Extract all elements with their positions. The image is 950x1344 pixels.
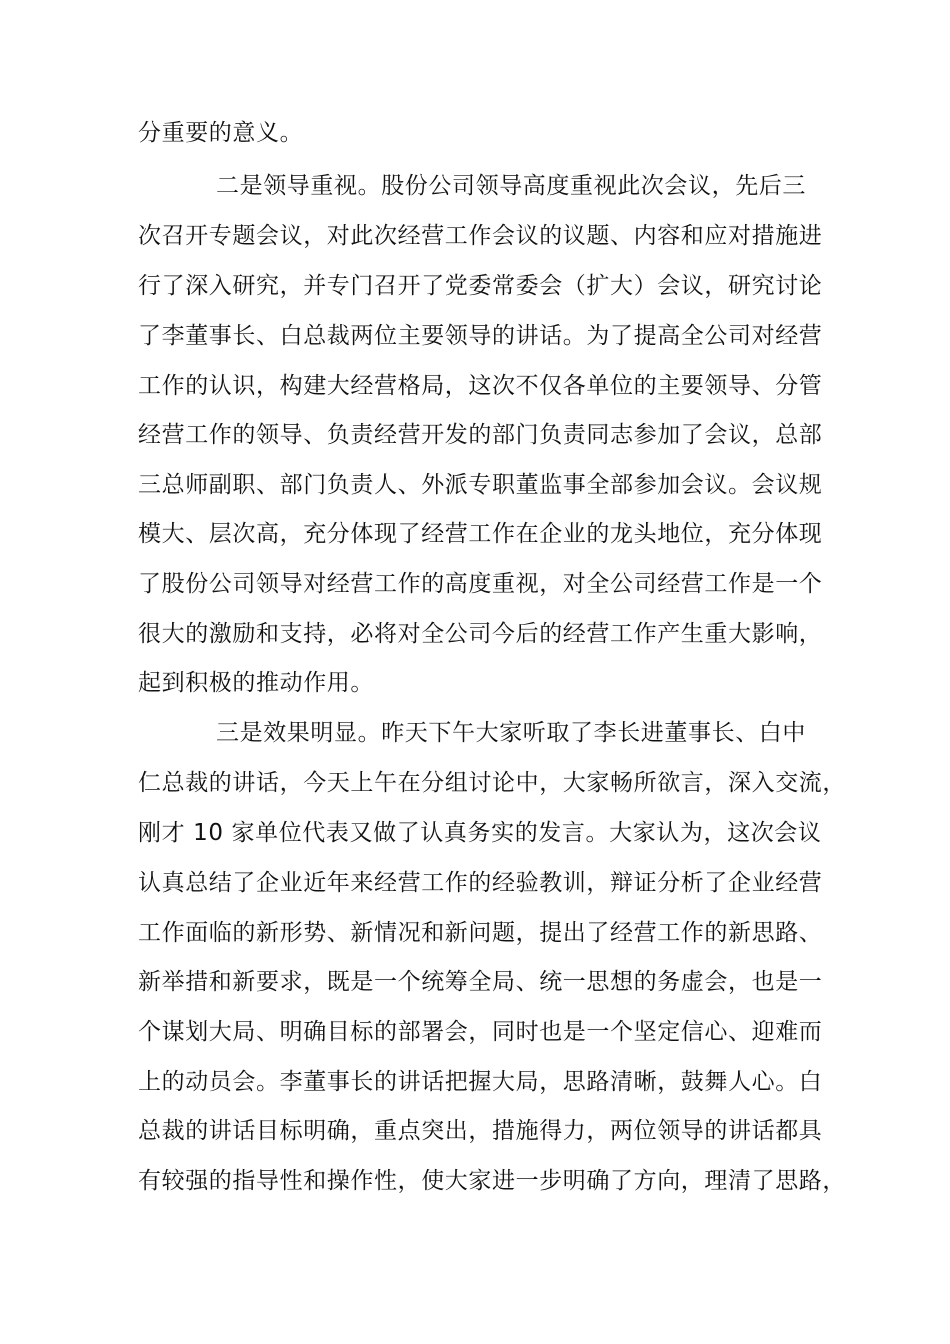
text-line: 经营工作的领导、负责经营开发的部门负责同志参加了会议，总部 (138, 422, 823, 448)
text-line: 起到积极的推动作用。 (138, 670, 374, 696)
text-line: 很大的激励和支持，必将对全公司今后的经营工作产生重大影响， (138, 621, 823, 647)
text-line: 个谋划大局、明确目标的部署会，同时也是一个坚定信心、迎难而 (138, 1019, 823, 1045)
text-line: 工作面临的新形势、新情况和新问题，提出了经营工作的新思路、 (138, 920, 823, 946)
text-line: 有较强的指导性和操作性，使大家进一步明确了方向，理清了思路， (138, 1168, 846, 1194)
text-line: 上的动员会。李董事长的讲话把握大局，思路清晰，鼓舞人心。白 (138, 1069, 823, 1095)
paragraph-start-line: 三是效果明显。昨天下午大家听取了李长进董事长、白中 (216, 720, 806, 746)
text-line: 了李董事长、白总裁两位主要领导的讲话。为了提高全公司对经营 (138, 323, 823, 349)
text-line: 刚才 10 家单位代表又做了认真务实的发言。大家认为，这次会议 (138, 820, 822, 846)
text-line: 分重要的意义。 (138, 120, 304, 146)
text-line: 三总师副职、部门负责人、外派专职董监事全部参加会议。会议规 (138, 472, 823, 498)
text-line: 仁总裁的讲话，今天上午在分组讨论中，大家畅所欲言，深入交流， (138, 770, 846, 796)
text-line: 工作的认识，构建大经营格局，这次不仅各单位的主要领导、分管 (138, 373, 823, 399)
text-line: 总裁的讲话目标明确，重点突出，措施得力，两位领导的讲话都具 (138, 1118, 823, 1144)
text-line: 了股份公司领导对经营工作的高度重视，对全公司经营工作是一个 (138, 571, 823, 597)
text-line: 次召开专题会议，对此次经营工作会议的议题、内容和应对措施进 (138, 223, 823, 249)
text-line: 新举措和新要求，既是一个统筹全局、统一思想的务虚会，也是一 (138, 969, 823, 995)
text-line: 模大、层次高，充分体现了经营工作在企业的龙头地位，充分体现 (138, 521, 823, 547)
text-line: 行了深入研究，并专门召开了党委常委会（扩大）会议，研究讨论 (138, 273, 823, 299)
paragraph-start-line: 二是领导重视。股份公司领导高度重视此次会议，先后三 (216, 173, 806, 199)
text-line: 认真总结了企业近年来经营工作的经验教训，辩证分析了企业经营 (138, 870, 823, 896)
